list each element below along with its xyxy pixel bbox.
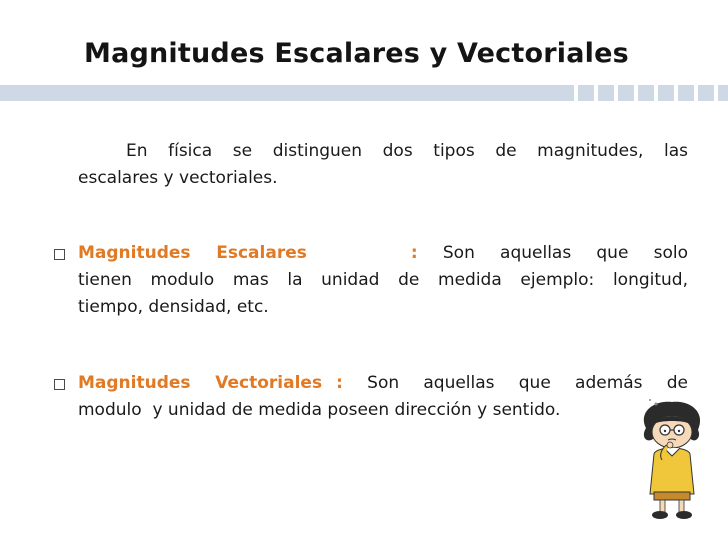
divider-cell-gap (714, 85, 718, 101)
bullet-square-icon (54, 379, 65, 390)
intro-line-1: En física se distinguen dos tipos de magnitudes, las (126, 141, 688, 161)
divider-cell-gap (574, 85, 578, 101)
bullet-escalares-line-3: tiempo, densidad, etc. (78, 297, 269, 317)
divider-cell-gap (694, 85, 698, 101)
divider-cell-gap (594, 85, 598, 101)
term-vectoriales: Magnitudes Vectoriales (78, 373, 323, 393)
bullet-escalares-text: Son aquellas que solo (442, 243, 688, 263)
divider-cell-gap (674, 85, 678, 101)
divider-cell-gap (654, 85, 658, 101)
slide-title: Magnitudes Escalares y Vectoriales (84, 38, 629, 69)
bullet-vectoriales-line-1 (78, 370, 688, 397)
bullet-vectoriales-text: Son aquellas que además de (367, 373, 689, 393)
divider-band (0, 85, 728, 101)
intro-paragraph (78, 138, 688, 192)
term-escalares: Magnitudes Escalares (78, 243, 307, 263)
bullet-vectoriales (78, 370, 688, 424)
bullet-escalares-line-2: tienen modulo mas la unidad de medida ejemplo: longitud, (78, 270, 688, 290)
intro-line-2: escalares y vectoriales. (78, 168, 278, 188)
bullet-square-icon (54, 249, 65, 260)
term-colon: : (336, 373, 343, 393)
divider-cell-gap (614, 85, 618, 101)
bullet-escalares-line-1 (78, 240, 688, 267)
term-colon: : (410, 243, 418, 263)
divider-cell-gap (634, 85, 638, 101)
bullet-vectoriales-line-2: modulo y unidad de medida poseen dirección y sentido. (78, 400, 561, 420)
cartoon-girl-thinking-icon (632, 398, 714, 522)
title-divider (0, 85, 728, 101)
bullet-escalares (78, 240, 688, 321)
